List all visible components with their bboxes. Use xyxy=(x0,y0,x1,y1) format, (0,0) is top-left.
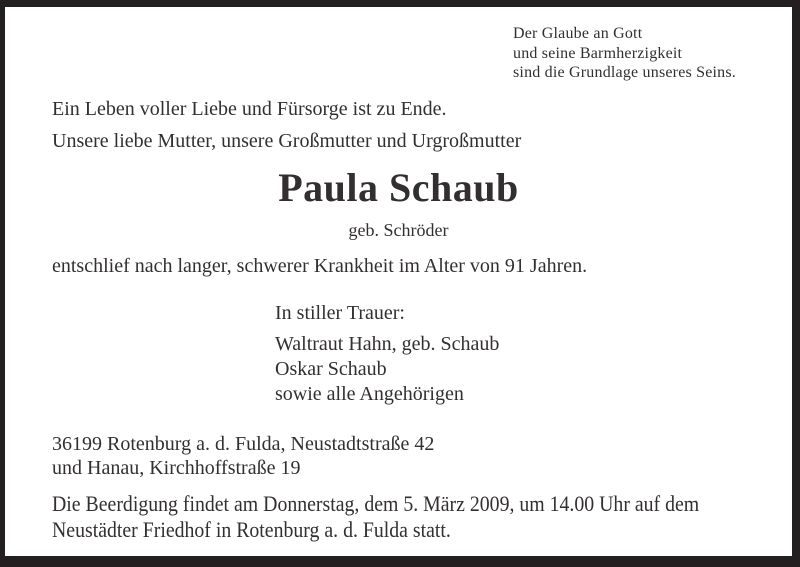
funeral-info xyxy=(52,491,699,542)
mourner-name: Waltraut Hahn, geb. Schaub xyxy=(275,333,500,355)
intro-line: Ein Leben voller Liebe und Fürsorge ist zu Ende. xyxy=(52,98,447,120)
mourning-heading: In stiller Trauer: xyxy=(275,302,405,324)
epigraph xyxy=(513,24,736,83)
mourner-name: sowie alle Angehörigen xyxy=(275,383,464,405)
mourner-name: Oskar Schaub xyxy=(275,358,387,380)
mourners-list xyxy=(275,332,499,407)
epigraph-line: sind die Grundlage unseres Seins. xyxy=(513,64,737,81)
address-line: 36199 Rotenburg a. d. Fulda, Neustadtstraße 42 xyxy=(52,433,435,455)
address-block xyxy=(52,432,434,480)
relation-line: Unsere liebe Mutter, unsere Großmutter und Urgroßmutter xyxy=(52,130,522,152)
deceased-name: Paula Schaub xyxy=(278,165,519,210)
death-line: entschlief nach langer, schwerer Krankheit im Alter von 91 Jahren. xyxy=(52,255,588,277)
address-line: und Hanau, Kirchhoffstraße 19 xyxy=(52,457,301,479)
funeral-line: Neustädter Friedhof in Rotenburg a. d. Fulda statt. xyxy=(52,516,451,542)
epigraph-line: Der Glaube an Gott xyxy=(513,25,643,42)
birth-name: geb. Schröder xyxy=(348,220,449,240)
funeral-line: Die Beerdigung findet am Donnerstag, dem 5. März 2009, um 14.00 Uhr auf dem xyxy=(52,491,700,516)
epigraph-line: und seine Barmherzigkeit xyxy=(513,44,683,62)
